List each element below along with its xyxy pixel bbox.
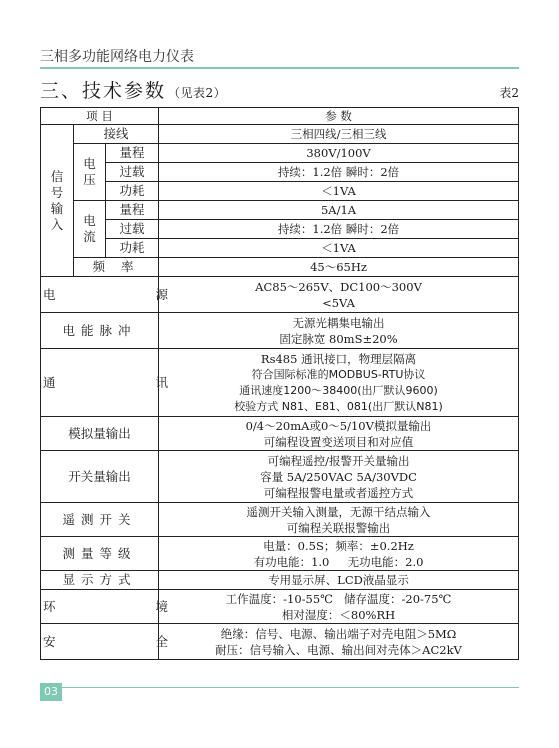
current-power-label: 功耗 xyxy=(106,239,159,258)
table-row xyxy=(41,417,519,451)
voltage-overload-value: 持续：1.2倍 瞬时：2倍 xyxy=(159,163,519,182)
voltage-range-label: 量程 xyxy=(106,144,159,163)
safety-line2: 耐压：信号输入、电源、输出间对壳体＞AC2kV xyxy=(215,642,462,657)
remote-switch-line1: 遥测开关输入测量，无源干结点输入 xyxy=(246,504,431,519)
footer-rule xyxy=(62,687,519,688)
table-header-row xyxy=(41,108,519,125)
accuracy-line1: 电量：0.5S；频率：±0.2Hz xyxy=(263,538,414,553)
table-row xyxy=(41,571,519,590)
current-range-label: 量程 xyxy=(106,201,159,220)
voltage-range-value: 380V/100V xyxy=(159,144,519,163)
voltage-overload-label: 过载 xyxy=(106,163,159,182)
header-rule xyxy=(40,67,519,69)
table-label: 表2 xyxy=(499,86,519,100)
analog-output-line2: 可编程设置变送项目和对应值 xyxy=(263,434,414,449)
table-row xyxy=(41,220,519,239)
remote-switch-line2: 可编程关联报警输出 xyxy=(286,520,391,535)
wiring-value: 三相四线/三相三线 xyxy=(159,125,519,144)
environment-label: 环 境 xyxy=(41,590,159,624)
current-range-value: 5A/1A xyxy=(159,201,519,220)
environment-line1: 工作温度：-10-55℃ 储存温度：-20-75℃ xyxy=(225,591,452,606)
environment-line2: 相对湿度：＜80%RH xyxy=(281,607,396,622)
switch-output-line1: 可编程遥控/报警开关量输出 xyxy=(267,453,410,468)
comm-line4: 校验方式 N81、E81、081(出厂默认N81) xyxy=(234,399,443,413)
section-note: （见表2） xyxy=(168,86,227,100)
switch-output-line2: 容量 5A/250VAC 5A/30VDC xyxy=(260,469,417,484)
energy-pulse-label: 电能脉冲 xyxy=(41,313,159,349)
switch-output-value xyxy=(159,451,519,503)
accuracy-value xyxy=(159,537,519,571)
current-overload-label: 过载 xyxy=(106,220,159,239)
current-overload-value: 持续：1.2倍 瞬时：2倍 xyxy=(159,220,519,239)
table-row xyxy=(41,590,519,624)
switch-output-line3: 可编程报警电量或者遥控方式 xyxy=(263,485,414,500)
energy-pulse-line1: 无源光耦集电输出 xyxy=(292,315,385,330)
voltage-power-value: ＜1VA xyxy=(159,182,519,201)
table-row xyxy=(41,239,519,258)
safety-line1: 绝缘：信号、电源、输出端子对壳电阻＞5MΩ xyxy=(220,626,457,641)
current-label: 电 流 xyxy=(74,201,106,258)
table-row xyxy=(41,503,519,537)
analog-output-line1: 0/4～20mA或0～5/10V模拟量输出 xyxy=(245,418,432,433)
wiring-label: 接线 xyxy=(74,125,159,144)
energy-pulse-line2: 固定脉宽 80mS±20% xyxy=(279,331,398,346)
comm-line3: 通讯速度1200～38400(出厂默认9600) xyxy=(239,383,438,397)
spec-table xyxy=(40,107,519,660)
section-title xyxy=(40,76,226,103)
accuracy-label: 测量等级 xyxy=(41,537,159,571)
analog-output-label: 模拟量输出 xyxy=(41,417,159,451)
remote-switch-label: 遥测开关 xyxy=(41,503,159,537)
table-row xyxy=(41,277,519,313)
power-supply-label: 电 源 xyxy=(41,277,159,313)
page-number-badge: 03 xyxy=(40,683,62,701)
table-row xyxy=(41,163,519,182)
table-row xyxy=(41,201,519,220)
comm-line2: 符合国际标准的MODBUS-RTU协议 xyxy=(251,367,426,381)
table-row xyxy=(41,258,519,277)
table-row xyxy=(41,624,519,660)
table-row xyxy=(41,144,519,163)
table-row xyxy=(41,349,519,417)
remote-switch-value xyxy=(159,503,519,537)
power-supply-line1: AC85～265V、DC100～300V xyxy=(255,279,422,294)
safety-label: 安 全 xyxy=(41,624,159,660)
table-row xyxy=(41,182,519,201)
section-title-text: 三、技术参数 xyxy=(40,80,167,102)
table-row xyxy=(41,313,519,349)
display-label: 显示方式 xyxy=(41,571,159,590)
comm-line1: Rs485 通讯接口，物理层隔离 xyxy=(260,351,417,366)
power-supply-line2: <5VA xyxy=(322,295,355,310)
frequency-label: 频 率 xyxy=(74,258,159,277)
voltage-label: 电 压 xyxy=(74,144,106,201)
comm-label: 通 讯 xyxy=(41,349,159,417)
analog-output-value xyxy=(159,417,519,451)
header-item: 项 目 xyxy=(41,108,159,125)
voltage-power-label: 功耗 xyxy=(106,182,159,201)
signal-input-label: 信 号 输 入 xyxy=(41,125,74,277)
table-row xyxy=(41,125,519,144)
current-power-value: ＜1VA xyxy=(159,239,519,258)
header-param: 参 数 xyxy=(159,108,519,125)
switch-output-label: 开关量输出 xyxy=(41,451,159,503)
table-row xyxy=(41,451,519,503)
display-value: 专用显示屏、LCD液晶显示 xyxy=(159,571,519,590)
document-header-title: 三相多功能网络电力仪表 xyxy=(40,49,194,65)
table-row xyxy=(41,537,519,571)
energy-pulse-value xyxy=(159,313,519,349)
accuracy-line2: 有功电能：1.0 无功电能：2.0 xyxy=(253,554,424,569)
frequency-value: 45～65Hz xyxy=(159,258,519,277)
